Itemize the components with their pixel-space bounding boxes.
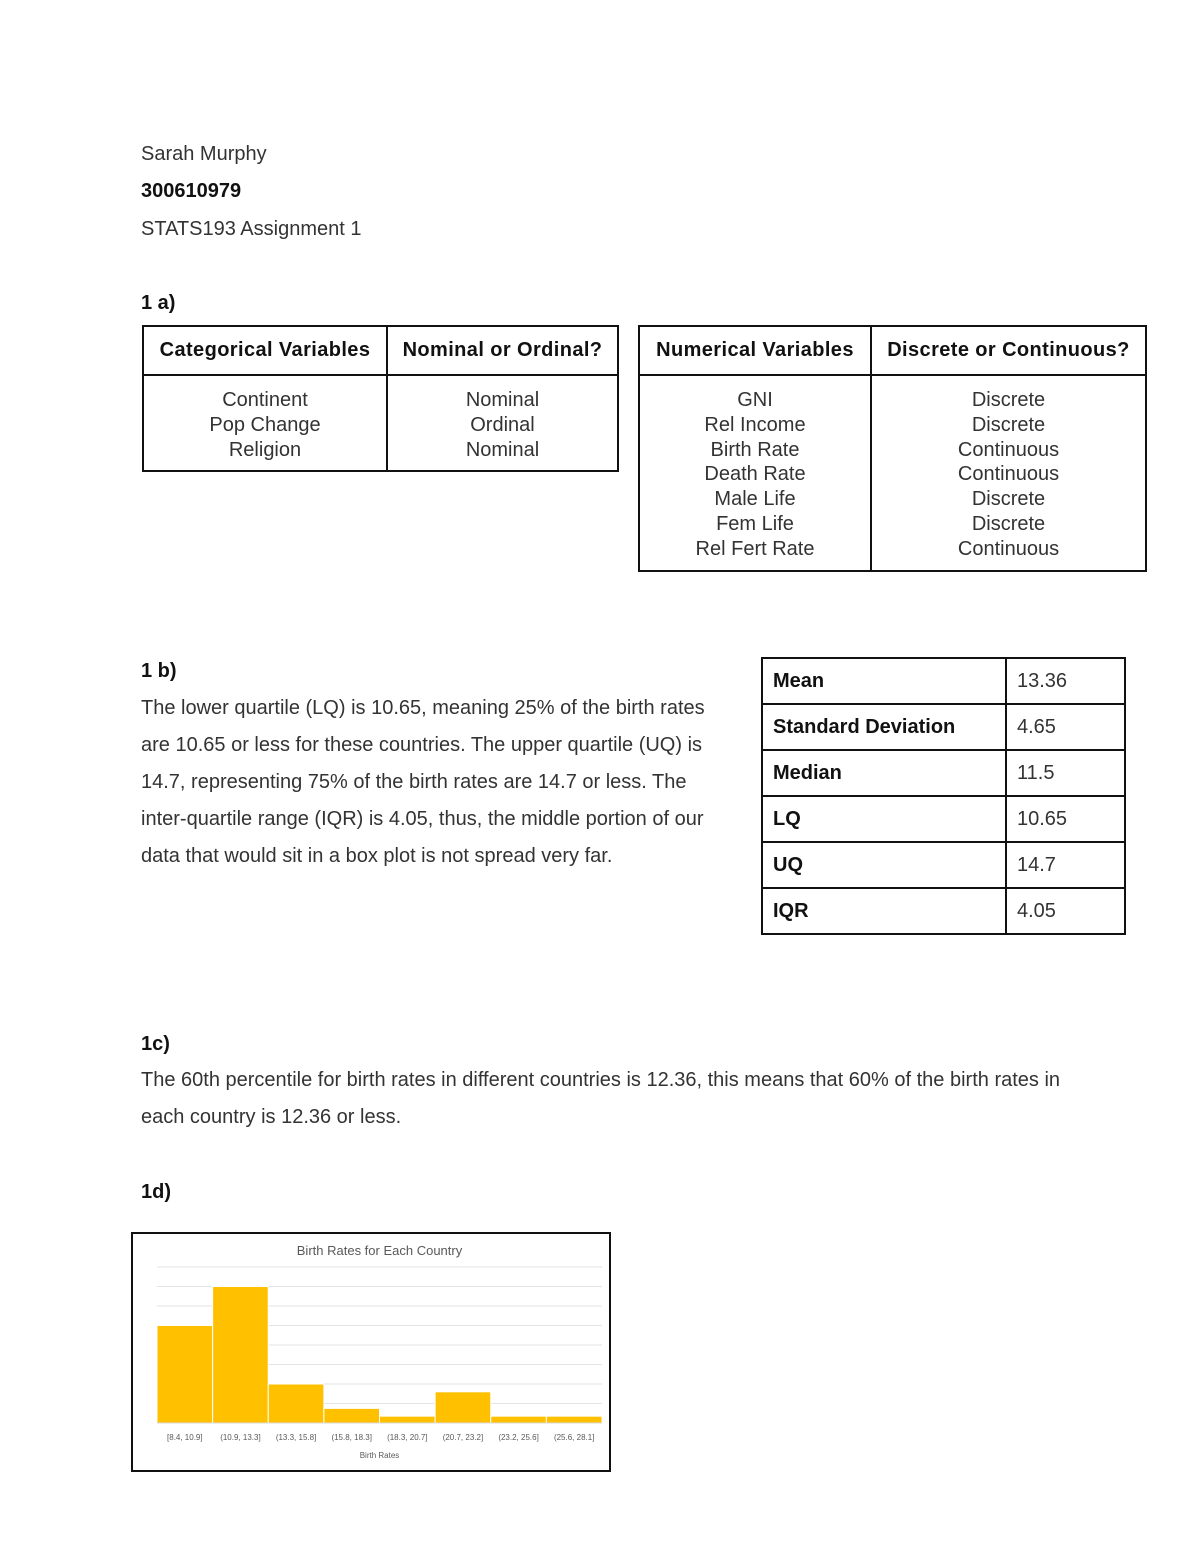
list-item: Discrete (971, 512, 1046, 535)
list-item: Death Rate (704, 463, 806, 486)
table-header: Discrete or Continuous? (871, 326, 1146, 375)
x-tick-label: (20.7, 23.2] (442, 1433, 484, 1442)
stat-value: 10.65 (1006, 796, 1125, 842)
histogram-bar (491, 1416, 547, 1423)
histogram-bar (380, 1416, 436, 1423)
list-item: Birth Rate (710, 438, 800, 461)
section-label-1c: 1c) (141, 1033, 170, 1055)
categorical-variables-table (142, 325, 619, 472)
stat-label: UQ (762, 842, 1006, 888)
list-item: Continuous (957, 438, 1060, 461)
table-row (762, 796, 1125, 842)
list-item: Ordinal (470, 413, 535, 436)
table-header: Categorical Variables (143, 326, 387, 375)
table-header: Nominal or Ordinal? (387, 326, 618, 375)
table-header: Numerical Variables (639, 326, 871, 375)
stat-value: 4.65 (1006, 704, 1125, 750)
table-row (762, 888, 1125, 934)
categorical-variable-list (143, 375, 387, 471)
categorical-type-list (387, 375, 618, 471)
stat-label: Median (762, 750, 1006, 796)
stat-label: Mean (762, 658, 1006, 704)
section-label-1b: 1 b) (141, 660, 177, 682)
stat-value: 13.36 (1006, 658, 1125, 704)
histogram-bar (268, 1384, 324, 1423)
answer-1c-text: The 60th percentile for birth rates in different countries is 12.36, this means that 60% of the birth rates in each country is 12.36 or less. (141, 1069, 1061, 1128)
student-name: Sarah Murphy (141, 143, 267, 165)
numerical-variables-table (638, 325, 1147, 572)
stat-label: LQ (762, 796, 1006, 842)
stat-value: 11.5 (1006, 750, 1125, 796)
summary-statistics-table (761, 657, 1126, 935)
stat-value: 14.7 (1006, 842, 1125, 888)
list-item: Male Life (714, 488, 796, 511)
histogram-bar (213, 1287, 269, 1424)
stat-label: IQR (762, 888, 1006, 934)
list-item: Pop Change (209, 413, 321, 436)
list-item: Continent (222, 389, 308, 411)
list-item: GNI (737, 389, 773, 411)
list-item: Discrete (971, 389, 1046, 411)
answer-1b-text: The lower quartile (LQ) is 10.65, meaning 25% of the birth rates are 10.65 or less for these countries. The upper quartile (UQ) is 14.7, representing 75% of the birth rates are 14.7 or less. The inter-quartile range (IQR) is 4.05, thus, the middle portion of our data that would sit in a box plot is not spread very far. (141, 697, 705, 867)
list-item: Nominal (465, 438, 540, 461)
chart-title: Birth Rates for Each Country (296, 1243, 463, 1258)
list-item: Religion (228, 438, 302, 461)
x-tick-label: (25.6, 28.1] (553, 1433, 595, 1442)
x-tick-label: (13.3, 15.8] (275, 1433, 317, 1442)
assignment-title: STATS193 Assignment 1 (141, 218, 362, 240)
list-item: Rel Fert Rate (695, 537, 815, 560)
list-item: Continuous (957, 463, 1060, 486)
birth-rate-histogram (133, 1234, 609, 1470)
x-tick-label: [8.4, 10.9] (167, 1433, 203, 1442)
stat-label: Standard Deviation (762, 704, 1006, 750)
stat-value: 4.05 (1006, 888, 1125, 934)
numerical-type-list (871, 375, 1146, 571)
table-row (762, 658, 1125, 704)
section-label-1a: 1 a) (141, 292, 176, 314)
list-item: Discrete (971, 488, 1046, 511)
list-item: Fem Life (716, 512, 794, 535)
student-id: 300610979 (141, 180, 242, 202)
table-row (762, 704, 1125, 750)
list-item: Discrete (971, 413, 1046, 436)
x-axis-label: Birth Rates (359, 1451, 400, 1460)
section-label-1d: 1d) (141, 1181, 171, 1203)
birth-rate-histogram-frame (131, 1232, 611, 1472)
numerical-variable-list (639, 375, 871, 571)
x-tick-label: (18.3, 20.7] (387, 1433, 428, 1442)
x-tick-label: (23.2, 25.6] (498, 1433, 539, 1442)
list-item: Rel Income (704, 413, 806, 436)
histogram-bar (546, 1416, 602, 1423)
x-tick-label: (15.8, 18.3] (331, 1433, 372, 1442)
list-item: Nominal (465, 389, 540, 411)
table-row (762, 842, 1125, 888)
histogram-bar (157, 1326, 213, 1424)
list-item: Continuous (957, 537, 1060, 560)
histogram-bar (435, 1392, 491, 1423)
x-tick-label: (10.9, 13.3] (220, 1433, 261, 1442)
histogram-bar (324, 1408, 380, 1423)
table-row (762, 750, 1125, 796)
